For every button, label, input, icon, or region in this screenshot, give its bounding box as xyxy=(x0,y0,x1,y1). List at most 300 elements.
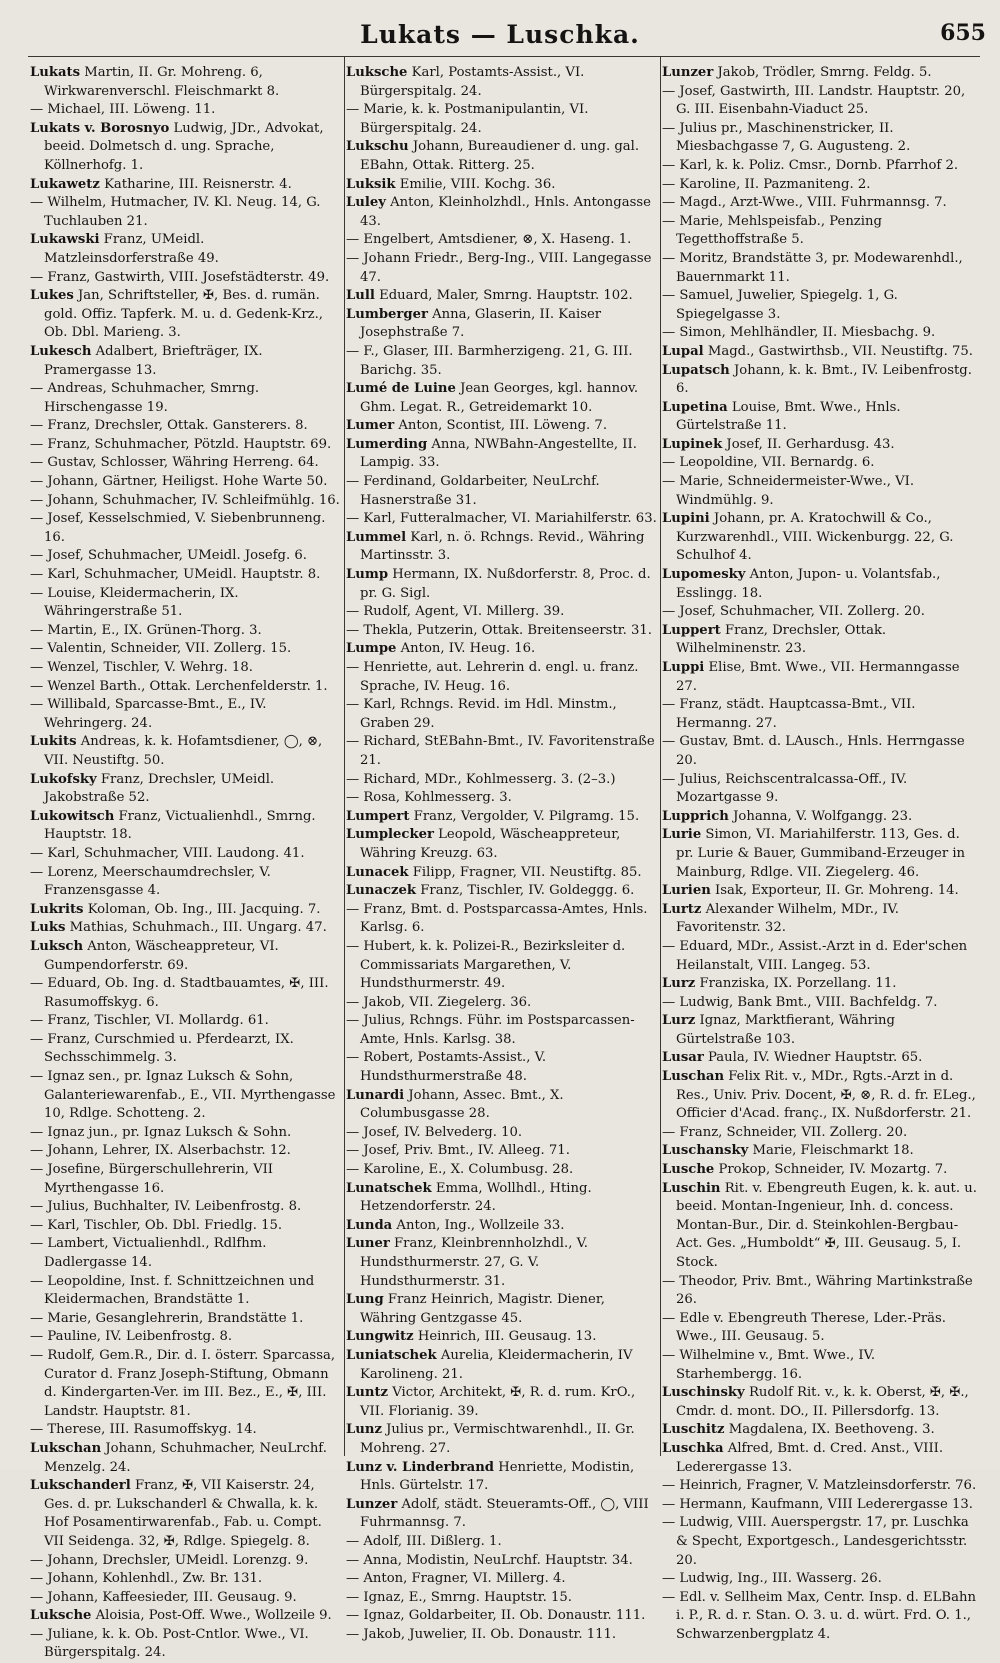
directory-entry xyxy=(30,1124,342,1143)
directory-entry xyxy=(346,1124,658,1143)
directory-entry xyxy=(30,473,342,492)
directory-entry xyxy=(346,529,658,566)
entry-details: Anton, Ing., Wollzeile 33. xyxy=(396,1217,565,1233)
directory-entry xyxy=(662,1496,980,1515)
directory-entry xyxy=(346,994,658,1013)
directory-entry xyxy=(346,473,658,510)
entry-surname: Lurien xyxy=(662,883,711,899)
entry-surname: Lump xyxy=(346,567,389,583)
entry-surname: Luschinsky xyxy=(662,1385,745,1401)
entry-details: — Johann, Kaffeesieder, III. Geusaug. 9. xyxy=(30,1589,297,1605)
entry-surname: Lurz xyxy=(662,1013,696,1029)
entry-surname: Luner xyxy=(346,1236,390,1252)
entry-details: — Franz, Bmt. d. Postsparcassa-Amtes, Hnls. Karlsg. 6. xyxy=(346,901,648,936)
entry-details: — Henriette, aut. Lehrerin d. engl. u. franz. Sprache, IV. Heug. 16. xyxy=(346,660,639,694)
entry-details: — Valentin, Schneider, VII. Zollerg. 15. xyxy=(30,641,292,657)
directory-entry xyxy=(30,547,342,566)
directory-entry xyxy=(662,622,980,659)
entry-surname: Lumberger xyxy=(346,306,428,322)
entry-details: Franz Heinrich, Magistr. Diener, Währing Gentzgasse 45. xyxy=(360,1292,605,1326)
entry-details: — Marie, Schneidermeister-Wwe., VI. Windmühlg. 9. xyxy=(662,474,915,508)
entry-details: Franziska, IX. Porzellang. 11. xyxy=(699,976,897,992)
entry-surname: Lukschanderl xyxy=(30,1478,131,1494)
directory-entry xyxy=(662,733,980,770)
page-number: 655 xyxy=(940,20,986,46)
entry-details: — Karoline, E., X. Columbusg. 28. xyxy=(346,1162,574,1178)
directory-entry xyxy=(662,1589,980,1645)
directory-entry xyxy=(662,882,980,901)
entry-details: Ludwig, JDr., Advokat, beeid. Dolmetsch d. ung. Sprache, Köllnerhofg. 1. xyxy=(44,120,324,173)
entry-surname: Lunacek xyxy=(346,864,409,880)
directory-entry xyxy=(346,733,658,770)
directory-entry xyxy=(346,138,658,175)
entry-details: — Rudolf, Gem.R., Dir. d. I. österr. Sparcassa, Curator d. Franz Joseph-Stiftung, Obmann d. Kindergarten-Ver. im III. Bez., E., ✠, III. Landstr. Hauptstr. 81. xyxy=(30,1347,336,1419)
entry-details: — Josef, Schuhmacher, VII. Zollerg. 20. xyxy=(662,604,925,620)
entry-details: Katharine, III. Reisnerstr. 4. xyxy=(104,176,292,192)
entry-details: — Josef, IV. Belvederg. 10. xyxy=(346,1124,523,1140)
entry-details: Franz, Kleinbrennholzhdl., V. Hundsthurmerstr. 27, G. V. Hundsthurmerstr. 31. xyxy=(360,1236,588,1289)
entry-details: Karl, Postamts-Assist., VI. Bürgerspitalg. 24. xyxy=(360,65,585,99)
directory-entry xyxy=(30,1347,342,1421)
entry-details: — Franz, Schneider, VII. Zollerg. 20. xyxy=(662,1124,908,1140)
entry-details: — Andreas, Schuhmacher, Smrng. Hirschengasse 19. xyxy=(30,381,260,415)
entry-surname: Lukesch xyxy=(30,343,92,359)
entry-surname: Luschitz xyxy=(662,1422,725,1438)
directory-entry xyxy=(662,1440,980,1477)
directory-entry xyxy=(346,287,658,306)
entry-details: — Juliane, k. k. Ob. Post-Cntlor. Wwe., VI. Bürgerspitalg. 24. xyxy=(30,1626,309,1661)
directory-entry xyxy=(30,64,342,101)
columns xyxy=(0,64,1000,1661)
directory-entry xyxy=(346,1552,658,1571)
entry-details: — Franz, Tischler, VI. Mollardg. 61. xyxy=(30,1013,269,1029)
entry-surname: Lupatsch xyxy=(662,362,730,378)
entry-details: — Franz, Schuhmacher, Pötzld. Hauptstr. 69. xyxy=(30,436,332,452)
entry-details: Johann, Schuhmacher, NeuLrchf. Menzelg. 24. xyxy=(44,1440,327,1475)
entry-details: — Magd., Arzt-Wwe., VIII. Fuhrmannsg. 7. xyxy=(662,195,947,211)
entry-surname: Lurz xyxy=(662,976,696,992)
directory-entry xyxy=(662,454,980,473)
entry-surname: Lukits xyxy=(30,734,77,750)
entry-details: — Robert, Postamts-Assist., V. Hundsthurmerstraße 48. xyxy=(346,1050,547,1085)
directory-entry xyxy=(346,1087,658,1124)
directory-entry xyxy=(346,1328,658,1347)
entry-surname: Lukschu xyxy=(346,139,409,155)
directory-entry xyxy=(30,696,342,733)
directory-entry xyxy=(30,1161,342,1198)
entry-details: — Josef, Gastwirth, III. Landstr. Hauptstr. 20, G. III. Eisenbahn-Viaduct 25. xyxy=(662,83,966,118)
directory-entry xyxy=(30,1198,342,1217)
entry-details: Aurelia, Kleidermacherin, IV Karolineng. 21. xyxy=(360,1347,633,1382)
entry-details: — Julius, Buchhalter, IV. Leibenfrostg. 8. xyxy=(30,1199,302,1215)
entry-details: Simon, VI. Mariahilferstr. 113, Ges. d. pr. Lurie & Bauer, Gummiband-Erzeuger in Mainburg, Rdlge. VII. Ziegelerg. 46. xyxy=(676,827,966,880)
entry-details: — Karl, k. k. Poliz. Cmsr., Dornb. Pfarrhof 2. xyxy=(662,157,959,173)
entry-surname: Lunz xyxy=(346,1422,382,1438)
entry-details: — Richard, MDr., Kohlmesserg. 3. (2–3.) xyxy=(346,771,616,787)
directory-entry xyxy=(30,1310,342,1329)
directory-entry xyxy=(662,566,980,603)
entry-details: Johann, Assec. Bmt., X. Columbusgasse 28. xyxy=(360,1087,564,1122)
directory-entry xyxy=(30,1440,342,1477)
entry-details: Jan, Schriftsteller, ✠, Bes. d. rumän. gold. Offiz. Tapferk. M. u. d. Gedenk-Krz., Ob. Dbl. Marieng. 3. xyxy=(44,288,323,341)
entry-surname: Lunz v. Linderbrand xyxy=(346,1459,494,1475)
entry-details: Marie, Fleischmarkt 18. xyxy=(752,1143,914,1159)
entry-details: Franz, Victualienhdl., Smrng. Hauptstr. 18. xyxy=(44,808,316,843)
directory-entry xyxy=(662,436,980,455)
directory-entry xyxy=(662,1347,980,1384)
directory-entry xyxy=(346,1161,658,1180)
entry-details: Franz, UMeidl. Matzleinsdorferstraße 49. xyxy=(44,232,219,266)
entry-surname: Lurie xyxy=(662,827,702,843)
directory-entry xyxy=(346,510,658,529)
entry-details: Leopold, Wäscheappreteur, Währing Kreuzg. 63. xyxy=(360,827,621,861)
directory-entry xyxy=(346,1347,658,1384)
entry-details: — Marie, Gesanglehrerin, Brandstätte 1. xyxy=(30,1310,304,1326)
entry-details: — Karl, Schuhmacher, VIII. Laudong. 41. xyxy=(30,845,305,861)
directory-entry xyxy=(30,771,342,808)
entry-details: Anna, Glaserin, II. Kaiser Josephstraße 7. xyxy=(360,306,602,341)
directory-entry xyxy=(30,808,342,845)
entry-surname: Lumé de Luine xyxy=(346,381,456,397)
directory-entry xyxy=(346,306,658,343)
entry-details: — Leopoldine, VII. Bernardg. 6. xyxy=(662,455,875,471)
entry-details: — Ignaz, E., Smrng. Hauptstr. 15. xyxy=(346,1589,572,1605)
header-rule xyxy=(28,56,980,57)
directory-entry xyxy=(346,343,658,380)
entry-details: — Ludwig, Bank Bmt., VIII. Bachfeldg. 7. xyxy=(662,994,938,1010)
entry-details: — Michael, III. Löweng. 11. xyxy=(30,102,216,118)
entry-surname: Lukats v. Borosnyo xyxy=(30,120,170,136)
directory-entry xyxy=(30,492,342,511)
directory-entry xyxy=(346,1180,658,1217)
entry-details: — Ludwig, Ing., III. Wasserg. 26. xyxy=(662,1571,882,1587)
directory-entry xyxy=(30,231,342,268)
entry-details: Rudolf Rit. v., k. k. Oberst, ✠, ✠., Cmdr. d. mont. DO., II. Pillersdorfg. 13. xyxy=(676,1385,969,1419)
entry-details: — Jakob, VII. Ziegelerg. 36. xyxy=(346,994,532,1010)
directory-entry xyxy=(30,1235,342,1272)
directory-entry xyxy=(346,1049,658,1086)
entry-details: — Lambert, Victualienhdl., Rdlfhm. Dadlergasse 14. xyxy=(30,1236,267,1270)
directory-entry xyxy=(346,864,658,883)
directory-entry xyxy=(30,901,342,920)
directory-entry xyxy=(346,1384,658,1421)
directory-entry xyxy=(30,975,342,1012)
entry-details: — Josef, Kesselschmied, V. Siebenbrunneng. 16. xyxy=(30,511,326,545)
directory-entry xyxy=(30,1570,342,1589)
entry-details: — Rosa, Kohlmesserg. 3. xyxy=(346,790,512,806)
entry-details: Karl, n. ö. Rchngs. Revid., Währing Martinsstr. 3. xyxy=(360,529,645,564)
directory-entry xyxy=(30,640,342,659)
entry-details: Franz, Drechsler, UMeidl. Jakobstraße 52. xyxy=(44,771,275,806)
directory-entry xyxy=(30,919,342,938)
directory-entry xyxy=(662,287,980,324)
entry-details: Elise, Bmt. Wwe., VII. Hermanngasse 27. xyxy=(676,660,960,694)
directory-entry xyxy=(346,1142,658,1161)
entry-details: — Edl. v. Sellheim Max, Centr. Insp. d. ELBahn i. P., R. d. r. Stan. O. 3. u. d. würt. Frd. O. 1., Schwarzenbergplatz 4. xyxy=(662,1589,976,1642)
entry-details: — Julius, Reichscentralcassa-Off., IV. Mozartgasse 9. xyxy=(662,771,908,806)
entry-details: — Edle v. Ebengreuth Therese, Lder.-Präs. Wwe., III. Geusaug. 5. xyxy=(662,1310,946,1345)
directory-entry xyxy=(30,287,342,343)
entry-surname: Lukats xyxy=(30,65,81,80)
entry-surname: Lumer xyxy=(346,418,395,434)
entry-details: — Josefine, Bürgerschullehrerin, VII Myrthengasse 16. xyxy=(30,1162,274,1196)
entry-details: Felix Rit. v., MDr., Rgts.-Arzt in d. Res., Univ. Priv. Docent, ✠, ⊗, R. d. fr. ELeg., Officier d'Acad. franç., IX. Nußdorferstr. 21. xyxy=(676,1069,976,1122)
directory-entry xyxy=(30,1012,342,1031)
directory-entry xyxy=(662,901,980,938)
entry-surname: Luntz xyxy=(346,1385,389,1401)
entry-details: Franz, Drechsler, Ottak. Wilhelminenstr. 23. xyxy=(676,622,887,657)
entry-details: Johann, Bureaudiener d. ung. gal. EBahn, Ottak. Ritterg. 25. xyxy=(360,139,640,173)
entry-details: — Heinrich, Fragner, V. Matzleinsdorferstr. 76. xyxy=(662,1478,977,1494)
directory-entry xyxy=(346,1217,658,1236)
directory-entry xyxy=(346,603,658,622)
entry-surname: Lupinek xyxy=(662,436,723,452)
directory-entry xyxy=(662,1124,980,1143)
entry-details: — Richard, StEBahn-Bmt., IV. Favoritenstraße 21. xyxy=(346,734,655,768)
entry-details: — Lorenz, Meerschaumdrechsler, V. Franzensgasse 4. xyxy=(30,864,271,899)
entry-details: — Leopoldine, Inst. f. Schnittzeichnen und Kleidermachen, Brandstätte 1. xyxy=(30,1273,315,1308)
entry-surname: Lukowitsch xyxy=(30,808,115,824)
directory-entry xyxy=(662,771,980,808)
entry-details: Filipp, Fragner, VII. Neustiftg. 85. xyxy=(412,864,642,880)
directory-entry xyxy=(30,176,342,195)
entry-details: Victor, Architekt, ✠, R. d. rum. KrO., VII. Florianig. 39. xyxy=(360,1385,636,1419)
entry-details: — Johann Friedr., Berg-Ing., VIII. Langegasse 47. xyxy=(346,250,652,285)
directory-entry xyxy=(662,1514,980,1570)
directory-entry xyxy=(662,176,980,195)
directory-entry xyxy=(346,1533,658,1552)
entry-details: Magdalena, IX. Beethoveng. 3. xyxy=(728,1422,935,1438)
directory-entry xyxy=(662,362,980,399)
directory-entry xyxy=(662,1012,980,1049)
directory-entry xyxy=(30,659,342,678)
entry-details: Josef, II. Gerhardusg. 43. xyxy=(726,436,895,452)
entry-surname: Lusche xyxy=(662,1162,715,1178)
page-header xyxy=(0,14,1000,52)
directory-entry xyxy=(346,380,658,417)
entry-surname: Luschan xyxy=(662,1069,725,1085)
directory-entry xyxy=(662,1570,980,1589)
entry-details: — Josef, Priv. Bmt., IV. Alleeg. 71. xyxy=(346,1143,570,1159)
entry-details: — Karl, Schuhmacher, UMeidl. Hauptstr. 8. xyxy=(30,567,321,583)
directory-entry xyxy=(662,808,980,827)
directory-entry xyxy=(662,938,980,975)
directory-entry xyxy=(30,1589,342,1608)
directory-entry xyxy=(662,1477,980,1496)
directory-entry xyxy=(662,83,980,120)
entry-surname: Luley xyxy=(346,195,386,211)
directory-entry xyxy=(30,194,342,231)
directory-entry xyxy=(30,1626,342,1663)
entry-details: — Samuel, Juwelier, Spiegelg. 1, G. Spiegelgasse 3. xyxy=(662,288,898,322)
directory-entry xyxy=(30,845,342,864)
entry-details: Emilie, VIII. Kochg. 36. xyxy=(399,176,556,192)
directory-entry xyxy=(30,1552,342,1571)
entry-details: Andreas, k. k. Hofamtsdiener, ◯, ⊗, VII. Neustiftg. 50. xyxy=(44,734,323,768)
entry-surname: Lung xyxy=(346,1292,384,1308)
directory-entry xyxy=(346,826,658,863)
directory-entry xyxy=(346,1570,658,1589)
directory-entry xyxy=(30,436,342,455)
entry-details: Adolf, städt. Steueramts-Off., ◯, VIII Fuhrmannsg. 7. xyxy=(360,1496,649,1531)
entry-details: — Julius, Rchngs. Führ. im Postsparcassen-Amte, Hnls. Karlsg. 38. xyxy=(346,1013,635,1047)
entry-surname: Lukawski xyxy=(30,232,100,248)
entry-details: Paula, IV. Wiedner Hauptstr. 65. xyxy=(707,1050,923,1066)
entry-details: Isak, Exporteur, II. Gr. Mohreng. 14. xyxy=(715,883,959,899)
entry-surname: Lupini xyxy=(662,511,710,527)
entry-surname: Luppi xyxy=(662,660,705,675)
entry-details: Franz, Vergolder, V. Pilgramg. 15. xyxy=(413,808,640,824)
entry-details: Anton, Jupon- u. Volantsfab., Esslingg. 18. xyxy=(676,567,941,601)
entry-surname: Lumpert xyxy=(346,808,410,824)
directory-entry xyxy=(662,120,980,157)
entry-details: — Karl, Rchngs. Revid. im Hdl. Minstm., Graben 29. xyxy=(346,697,617,731)
entry-details: Rit. v. Ebengreuth Eugen, k. k. aut. u. beeid. Montan-Ingenieur, Inh. d. concess. Montan-Bur., Dir. d. Steinkohlen-Bergbau-Act. Ges. „Humboldt“ ✠, III. Geusaug. 5, I. Stock. xyxy=(676,1180,977,1270)
directory-entry xyxy=(30,454,342,473)
directory-entry xyxy=(30,510,342,547)
entry-details: — Engelbert, Amtsdiener, ⊗, X. Haseng. 1. xyxy=(346,232,632,248)
entry-details: — Wenzel, Tischler, V. Wehrg. 18. xyxy=(30,660,253,675)
directory-entry xyxy=(346,1589,658,1608)
directory-entry xyxy=(346,1012,658,1049)
directory-entry xyxy=(662,975,980,994)
entry-details: — Marie, k. k. Postmanipulantin, VI. Bürgerspitalg. 24. xyxy=(346,102,589,136)
directory-entry xyxy=(662,399,980,436)
entry-details: Henriette, Modistin, Hnls. Gürtelstr. 17. xyxy=(360,1459,635,1494)
entry-details: Martin, II. Gr. Mohreng. 6, Wirkwarenverschl. Fleischmarkt 8. xyxy=(44,65,280,99)
entry-details: — Franz, Curschmied u. Pferdearzt, IX. Sechsschimmelg. 3. xyxy=(30,1031,294,1066)
directory-entry xyxy=(30,585,342,622)
directory-entry xyxy=(30,343,342,380)
directory-entry xyxy=(30,678,342,697)
directory-entry xyxy=(662,64,980,83)
directory-entry xyxy=(346,938,658,994)
entry-details: — Wilhelmine v., Bmt. Wwe., IV. Starhembergg. 16. xyxy=(662,1347,876,1382)
directory-entry xyxy=(30,1607,342,1626)
directory-entry xyxy=(662,1049,980,1068)
page-title: Lukats — Luschka. xyxy=(360,20,640,49)
entry-details: Louise, Bmt. Wwe., Hnls. Gürtelstraße 11. xyxy=(676,399,901,434)
entry-details: Ignaz, Marktfierant, Währing Gürtelstraße 103. xyxy=(676,1013,895,1047)
entry-details: Johanna, V. Wolfgangg. 23. xyxy=(733,808,913,824)
directory-entry xyxy=(662,1421,980,1440)
entry-surname: Lunardi xyxy=(346,1087,405,1103)
entry-surname: Luksch xyxy=(30,938,84,954)
directory-entry xyxy=(346,176,658,195)
entry-details: Heinrich, III. Geusaug. 13. xyxy=(417,1329,597,1345)
directory-entry xyxy=(662,1068,980,1124)
entry-details: — Josef, Schuhmacher, UMeidl. Josefg. 6. xyxy=(30,548,307,564)
directory-entry xyxy=(346,101,658,138)
directory-entry xyxy=(346,194,658,231)
entry-details: Anton, IV. Heug. 16. xyxy=(400,641,536,657)
entry-details: Franz, ✠, VII Kaiserstr. 24, Ges. d. pr. Lukschanderl & Chwalla, k. k. Hof Posamentirwarenfab., Fab. u. Compt. VII Seidenga. 32, ✠, Rdlge. Spiegelg. 8. xyxy=(44,1478,322,1549)
directory-entry xyxy=(662,826,980,882)
entry-details: Anton, Scontist, III. Löweng. 7. xyxy=(398,418,608,434)
entry-details: Johann, k. k. Bmt., IV. Leibenfrostg. 6. xyxy=(676,362,972,397)
entry-details: — Johann, Kohlenhdl., Zw. Br. 131. xyxy=(30,1571,263,1587)
entry-surname: Lunzer xyxy=(346,1496,398,1512)
entry-details: — Pauline, IV. Leibenfrostg. 8. xyxy=(30,1329,233,1345)
directory-entry xyxy=(346,417,658,436)
directory-entry xyxy=(662,194,980,213)
entry-surname: Lukrits xyxy=(30,901,84,917)
entry-surname: Lukawetz xyxy=(30,176,100,192)
entry-details: — Anna, Modistin, NeuLrchf. Hauptstr. 34. xyxy=(346,1552,633,1568)
entry-surname: Lupomesky xyxy=(662,567,746,583)
directory-entry xyxy=(30,120,342,176)
directory-entry xyxy=(346,1459,658,1496)
directory-entry xyxy=(662,213,980,250)
entry-details: — Ignaz jun., pr. Ignaz Luksch & Sohn. xyxy=(30,1124,292,1140)
directory-entry xyxy=(346,771,658,790)
entry-surname: Lumerding xyxy=(346,436,428,452)
entry-surname: Lunaczek xyxy=(346,883,417,899)
entry-details: — Julius pr., Maschinenstricker, II. Miesbachgasse 7, G. Augusteng. 2. xyxy=(662,120,911,155)
directory-entry xyxy=(346,696,658,733)
entry-details: — Karoline, II. Pazmaniteng. 2. xyxy=(662,176,871,192)
entry-details: — Eduard, Ob. Ing. d. Stadtbauamtes, ✠, III. Rasumoffskyg. 6. xyxy=(30,976,329,1010)
entry-details: Aloisia, Post-Off. Wwe., Wollzeile 9. xyxy=(95,1608,332,1624)
directory-entry xyxy=(346,1626,658,1645)
directory-entry xyxy=(662,1273,980,1310)
entry-details: — Ignaz, Goldarbeiter, II. Ob. Donaustr. 111. xyxy=(346,1608,646,1624)
entry-details: — Adolf, III. Dißlerg. 1. xyxy=(346,1533,502,1549)
directory-entry xyxy=(30,1477,342,1551)
entry-surname: Luksche xyxy=(346,65,408,80)
directory-entry xyxy=(662,1310,980,1347)
directory-entry xyxy=(346,1235,658,1291)
entry-details: Julius pr., Vermischtwarenhdl., II. Gr. Mohreng. 27. xyxy=(360,1422,635,1456)
directory-entry xyxy=(30,864,342,901)
entry-surname: Lurtz xyxy=(662,901,702,917)
directory-entry xyxy=(30,380,342,417)
entry-surname: Lupal xyxy=(662,343,704,359)
directory-entry xyxy=(346,1291,658,1328)
entry-details: — Thekla, Putzerin, Ottak. Breitenseerstr. 31. xyxy=(346,622,652,638)
directory-entry xyxy=(30,1273,342,1310)
entry-surname: Lupetina xyxy=(662,399,728,415)
directory-entry xyxy=(346,566,658,603)
directory-entry xyxy=(662,510,980,566)
entry-details: — Willibald, Sparcasse-Bmt., E., IV. Wehringerg. 24. xyxy=(30,697,267,731)
directory-entry xyxy=(346,622,658,641)
directory-entry xyxy=(30,1421,342,1440)
directory-entry xyxy=(662,1180,980,1273)
directory-entry xyxy=(662,324,980,343)
directory-entry xyxy=(346,1421,658,1458)
entry-details: — Jakob, Juwelier, II. Ob. Donaustr. 111. xyxy=(346,1626,617,1642)
entry-details: Hermann, IX. Nußdorferstr. 8, Proc. d. pr. G. Sigl. xyxy=(360,567,651,601)
entry-details: — Johann, Drechsler, UMeidl. Lorenzg. 9. xyxy=(30,1552,309,1568)
entry-details: — Gustav, Bmt. d. LAusch., Hnls. Herrngasse 20. xyxy=(662,734,965,768)
entry-surname: Lukes xyxy=(30,288,74,304)
directory-entry xyxy=(346,64,658,101)
entry-details: — Therese, III. Rasumoffskyg. 14. xyxy=(30,1422,257,1438)
entry-details: Mathias, Schuhmach., III. Ungarg. 47. xyxy=(69,920,327,936)
entry-details: Anton, Wäscheappreteur, VI. Gumpendorferstr. 69. xyxy=(44,938,279,973)
directory-entry xyxy=(30,1142,342,1161)
directory-entry xyxy=(662,1142,980,1161)
entry-details: — Franz, städt. Hauptcassa-Bmt., VII. Hermanng. 27. xyxy=(662,697,916,731)
entry-surname: Lungwitz xyxy=(346,1329,414,1345)
entry-details: — Johann, Schuhmacher, IV. Schleifmühlg. 16. xyxy=(30,492,340,508)
directory-entry xyxy=(662,1161,980,1180)
directory-entry xyxy=(346,250,658,287)
entry-details: Prokop, Schneider, IV. Mozartg. 7. xyxy=(718,1162,948,1178)
entry-surname: Lumplecker xyxy=(346,827,434,843)
entry-surname: Lull xyxy=(346,288,375,304)
